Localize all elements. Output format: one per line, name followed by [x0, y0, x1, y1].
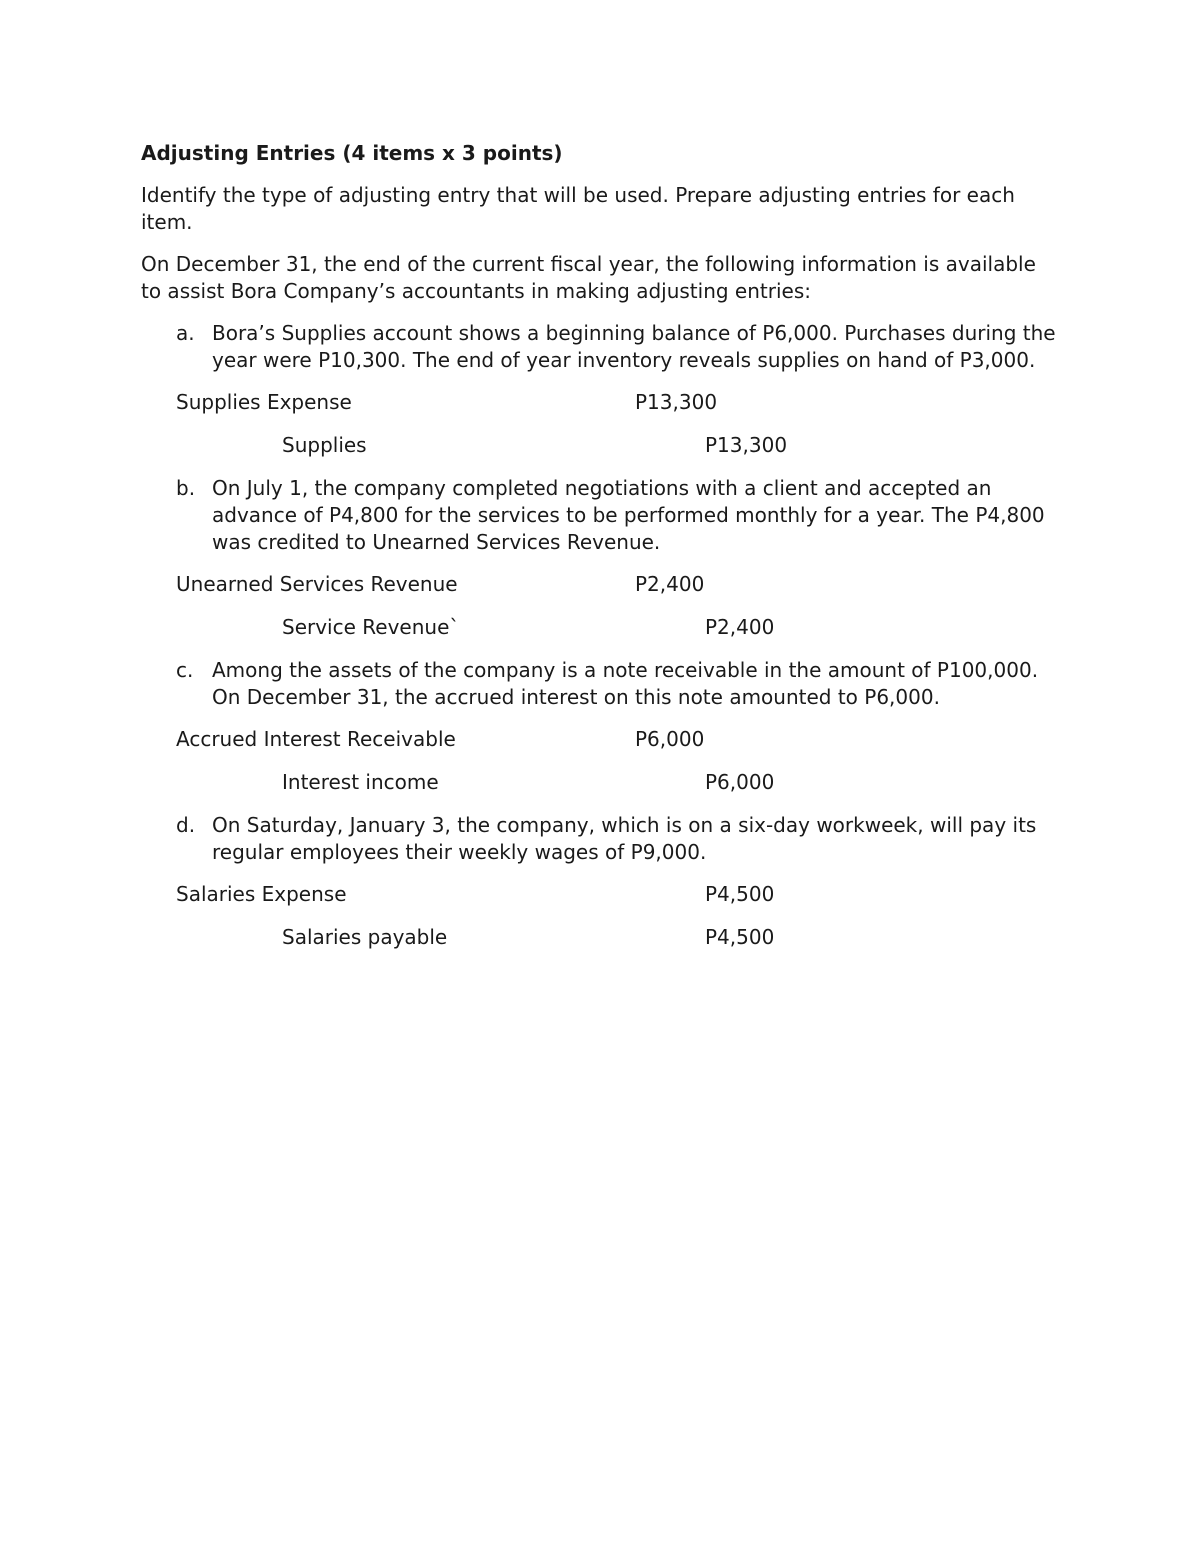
journal-credit-row: [141, 924, 1061, 951]
item-letter: a.: [176, 321, 195, 345]
item-letter: b.: [176, 476, 196, 500]
document-page: [141, 140, 1061, 967]
journal-credit-row: [141, 432, 1061, 459]
credit-account: Service Revenue`: [282, 615, 460, 639]
credit-account: Interest income: [282, 770, 439, 794]
item-text: On Saturday, January 3, the company, which is on a six-day workweek, will pay its regular employees their weekly wages of P9,000.: [212, 813, 1037, 864]
credit-account: Salaries payable: [282, 925, 448, 949]
journal-debit-row: [141, 881, 1061, 908]
item-letter: d.: [176, 813, 196, 837]
journal-debit-row: [141, 726, 1061, 753]
item-text: Bora’s Supplies account shows a beginning balance of P6,000. Purchases during the year were P10,300. The end of year inventory reveals supplies on hand of P3,000.: [212, 321, 1056, 372]
debit-account: Salaries Expense: [176, 882, 347, 906]
credit-account: Supplies: [282, 433, 367, 457]
journal-credit-row: [141, 769, 1061, 796]
credit-amount: P4,500: [705, 925, 775, 949]
credit-amount: P13,300: [705, 433, 788, 457]
journal-debit-row: [141, 389, 1061, 416]
item-b: [141, 475, 1061, 556]
item-text: On July 1, the company completed negotiations with a client and accepted an advance of P4,800 for the services to be performed monthly for a year. The P4,800 was credited to Unearned Services Revenue.: [212, 476, 1045, 554]
item-letter: c.: [176, 658, 194, 682]
credit-amount: P2,400: [705, 615, 775, 639]
debit-account: Unearned Services Revenue: [176, 572, 458, 596]
intro-paragraph: On December 31, the end of the current fiscal year, the following information is available to assist Bora Company’s accountants in making adjusting entries:: [141, 252, 1036, 303]
item-c: [141, 657, 1061, 711]
debit-amount: P2,400: [635, 572, 705, 596]
debit-account: Accrued Interest Receivable: [176, 727, 456, 751]
document-title: Adjusting Entries (4 items x 3 points): [141, 141, 563, 165]
instructions-paragraph: Identify the type of adjusting entry that will be used. Prepare adjusting entries for each item.: [141, 183, 1015, 234]
debit-amount: P4,500: [705, 882, 775, 906]
debit-account: Supplies Expense: [176, 390, 352, 414]
debit-amount: P6,000: [635, 727, 705, 751]
journal-debit-row: [141, 571, 1061, 598]
credit-amount: P6,000: [705, 770, 775, 794]
item-text: Among the assets of the company is a note receivable in the amount of P100,000. On December 31, the accrued interest on this note amounted to P6,000.: [212, 658, 1039, 709]
item-d: [141, 812, 1061, 866]
journal-credit-row: [141, 614, 1061, 641]
item-a: [141, 320, 1061, 374]
debit-amount: P13,300: [635, 390, 718, 414]
